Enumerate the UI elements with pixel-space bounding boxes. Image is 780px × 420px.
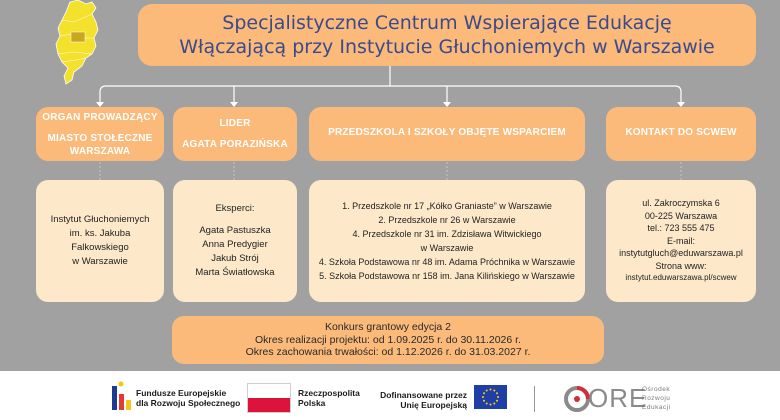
phone-line: tel.: 723 555 475 xyxy=(647,223,715,234)
voivodeship-map-icon xyxy=(52,0,104,86)
head-przedszkola-szkoly xyxy=(309,107,585,161)
postal-line: 00-225 Warszawa xyxy=(644,210,718,221)
grant-line-3: Okres zachowania trwałości: od 1.12.2026 r. do 31.03.2027 r. xyxy=(245,346,531,359)
footer-logos xyxy=(0,371,780,420)
fe-line-2: dla Rozwoju Społecznego xyxy=(136,398,241,408)
fe-line-1: Fundusze Europejskie xyxy=(136,388,227,398)
head-lider xyxy=(173,107,297,161)
body-line: 4. Przedszkole nr 31 im. Zdzisława Witwickiego xyxy=(352,229,542,239)
body-line: 2. Przedszkole nr 26 w Warszawie xyxy=(378,215,516,225)
address-line: ul. Zakroczymska 6 xyxy=(642,198,720,209)
body-line: Jakub Strój xyxy=(211,253,259,264)
footer-divider xyxy=(534,386,535,412)
title-line-1: Specjalistyczne Centrum Wspierające Edukację xyxy=(222,12,672,34)
body-line: w Warszawie xyxy=(72,256,128,267)
body-line: 4. Szkoła Podstawowa nr 48 im. Adama Próchnika w Warszawie xyxy=(318,257,576,267)
page-title xyxy=(138,4,756,66)
polish-flag-icon xyxy=(247,383,291,413)
ore-logo-text: ORE xyxy=(588,383,648,413)
body-instytut xyxy=(36,180,164,302)
ore-sub-3: Edukacji xyxy=(642,404,671,411)
eu-line-1: Dofinansowane przez xyxy=(380,390,467,400)
body-eksperci xyxy=(173,180,297,302)
website-link[interactable]: instytut.eduwarszawa.pl/scwew xyxy=(625,273,737,283)
email-label: E-mail: xyxy=(666,235,695,246)
head-organ-prowadzacy xyxy=(36,107,164,161)
head-kontakt xyxy=(606,107,756,161)
body-line: Falkowskiego xyxy=(71,242,129,253)
head-line: MIASTO STOŁECZNE xyxy=(47,132,153,144)
eu-flag-icon xyxy=(474,385,507,409)
head-line: LIDER xyxy=(219,118,251,129)
body-line: 5. Szkoła Podstawowa nr 158 im. Jana Kilińskiego w Warszawie xyxy=(319,271,575,281)
ore-subtitle xyxy=(642,385,671,412)
head-line: ORGAN PROWADZĄCY xyxy=(42,111,158,123)
body-kontakt xyxy=(606,180,756,302)
grant-info xyxy=(172,316,604,364)
eu-logo-text xyxy=(372,390,467,410)
body-line: Instytut Głuchoniemych xyxy=(50,214,150,225)
eu-line-2: Unię Europejską xyxy=(400,400,467,410)
body-line: Marta Światłowska xyxy=(195,267,275,278)
head-line: PRZEDSZKOLA I SZKOŁY OBJĘTE WSPARCIEM xyxy=(328,127,566,138)
grant-line-2: Okres realizacji projektu: od 1.09.2025 r. do 30.11.2026 r. xyxy=(255,333,521,346)
head-line: WARSZAWA xyxy=(69,145,131,157)
ore-sub-2: Rozwoju xyxy=(642,395,671,402)
grant-line-1: Konkurs grantowy edycja 2 xyxy=(324,321,452,334)
body-szkoly-list xyxy=(309,180,585,302)
rp-line-2: Polska xyxy=(298,398,326,408)
body-line: im. ks. Jakuba xyxy=(69,228,131,239)
body-line: Agata Pastuszka xyxy=(199,225,271,236)
website-label: Strona www: xyxy=(655,260,707,271)
email-link[interactable]: instytutgluch@eduwarszawa.pl xyxy=(619,248,743,259)
body-line: Eksperci: xyxy=(215,203,255,214)
rp-logo-text xyxy=(298,388,360,408)
ore-sub-1: Ośrodek xyxy=(642,386,671,393)
head-line: AGATA PORAZIŃSKA xyxy=(182,139,288,150)
body-line: w Warszawie xyxy=(420,243,474,253)
fe-logo-icon xyxy=(110,380,132,412)
body-line: Anna Predygier xyxy=(202,239,268,250)
head-line: KONTAKT DO SCWEW xyxy=(625,127,737,138)
title-line-2: Włączającą przy Instytucie Głuchoniemych w Warszawie xyxy=(179,36,715,58)
body-line: 1. Przedszkole nr 17 „Kółko Graniaste” w Warszawie xyxy=(342,201,552,211)
fe-logo-text xyxy=(136,388,240,408)
rp-line-1: Rzeczpospolita xyxy=(298,388,360,398)
ore-logo-icon xyxy=(564,386,590,412)
